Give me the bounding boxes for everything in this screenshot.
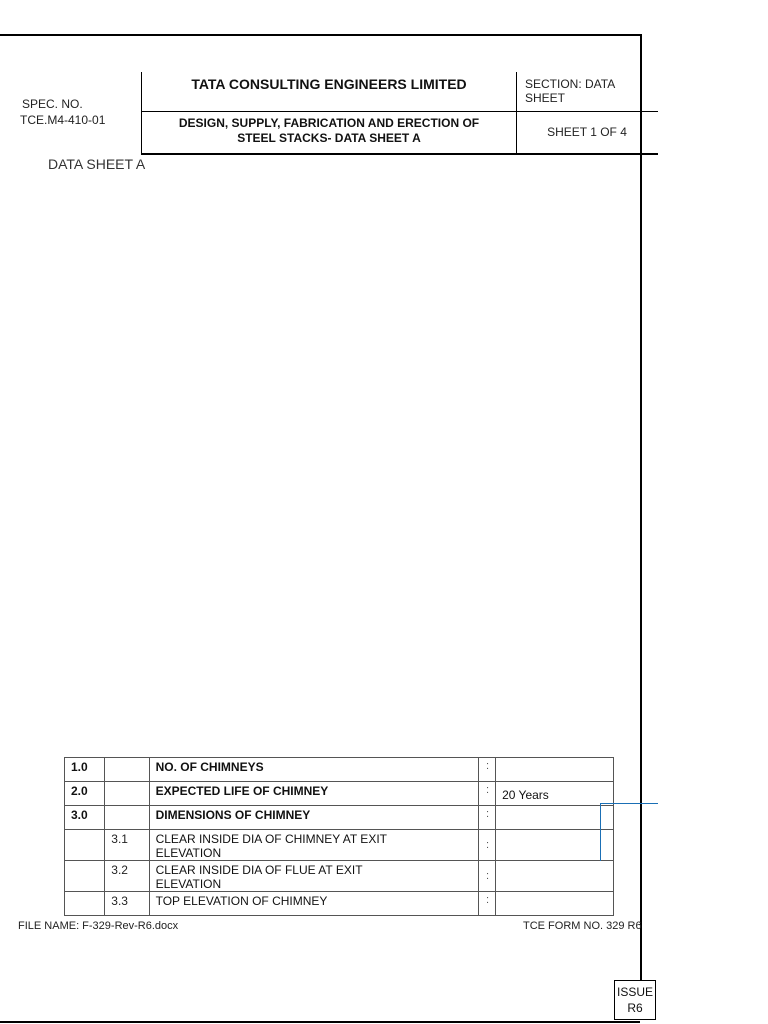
item-description-line: ELEVATION: [155, 877, 222, 891]
callout-line-horizontal: [600, 803, 658, 804]
document-title: [142, 116, 516, 146]
item-number: [65, 861, 105, 892]
data-sheet-label: DATA SHEET A: [48, 156, 146, 172]
data-sheet-table: [64, 757, 614, 916]
sub-item-number: 3.1: [105, 830, 149, 861]
item-description-line: TOP ELEVATION OF CHIMNEY: [155, 894, 328, 908]
callout-line-vertical: [600, 803, 601, 861]
form-number: TCE FORM NO. 329 R6: [523, 920, 642, 932]
colon-separator: :: [478, 782, 495, 806]
item-number: [65, 892, 105, 916]
item-description: [149, 892, 478, 916]
sub-item-number: [105, 806, 149, 830]
item-description-line: CLEAR INSIDE DIA OF FLUE AT EXIT: [155, 863, 363, 877]
item-description-line: EXPECTED LIFE OF CHIMNEY: [155, 784, 329, 798]
table-row: [65, 758, 614, 782]
header-divider-right: [516, 72, 517, 154]
header-divider-middle: [141, 111, 658, 112]
item-value: [496, 861, 614, 892]
item-value: [496, 806, 614, 830]
item-description: [149, 861, 478, 892]
sub-item-number: [105, 758, 149, 782]
issue-box: [614, 980, 656, 1020]
issue-label: ISSUE: [616, 985, 653, 999]
table-row: [65, 830, 614, 861]
item-description-line: CLEAR INSIDE DIA OF CHIMNEY AT EXIT: [155, 832, 387, 846]
file-name: FILE NAME: F-329-Rev-R6.docx: [18, 920, 179, 932]
document-title-line-1: DESIGN, SUPPLY, FABRICATION AND ERECTION OF: [178, 116, 480, 130]
page-border-top: [0, 34, 642, 36]
sub-item-number: 3.2: [105, 861, 149, 892]
item-number: 1.0: [65, 758, 105, 782]
table-row: [65, 861, 614, 892]
sub-item-number: [105, 782, 149, 806]
page-border-right: [640, 34, 642, 954]
page-border-bottom: [0, 1021, 640, 1023]
item-description: [149, 758, 478, 782]
colon-separator: :: [478, 861, 495, 892]
section-line-1: SECTION: DATA: [525, 77, 616, 91]
issue-connector-line: [640, 954, 642, 980]
item-number: 3.0: [65, 806, 105, 830]
colon-separator: :: [478, 758, 495, 782]
colon-separator: :: [478, 892, 495, 916]
item-description: [149, 806, 478, 830]
item-description-line: DIMENSIONS OF CHIMNEY: [155, 808, 311, 822]
item-description-line: ELEVATION: [155, 846, 222, 860]
company-name: TATA CONSULTING ENGINEERS LIMITED: [191, 76, 467, 92]
section-line-2: SHEET: [525, 91, 566, 105]
item-value: [496, 892, 614, 916]
colon-separator: :: [478, 830, 495, 861]
spec-label: SPEC. NO.: [22, 97, 83, 111]
item-description: [149, 830, 478, 861]
table-row: [65, 806, 614, 830]
header-divider-bottom: [141, 153, 658, 155]
colon-separator: :: [478, 806, 495, 830]
sub-item-number: 3.3: [105, 892, 149, 916]
item-value: 20 Years: [496, 782, 614, 806]
section-label: [525, 77, 640, 105]
sheet-number: SHEET 1 OF 4: [547, 125, 627, 139]
item-number: [65, 830, 105, 861]
table-row: [65, 782, 614, 806]
item-value: [496, 758, 614, 782]
table-row: [65, 892, 614, 916]
spec-number: TCE.M4-410-01: [20, 113, 106, 127]
item-value: [496, 830, 614, 861]
item-number: 2.0: [65, 782, 105, 806]
item-description: [149, 782, 478, 806]
item-description-line: NO. OF CHIMNEYS: [155, 760, 264, 774]
document-title-line-2: STEEL STACKS- DATA SHEET A: [237, 131, 421, 145]
issue-value: R6: [627, 1001, 643, 1015]
